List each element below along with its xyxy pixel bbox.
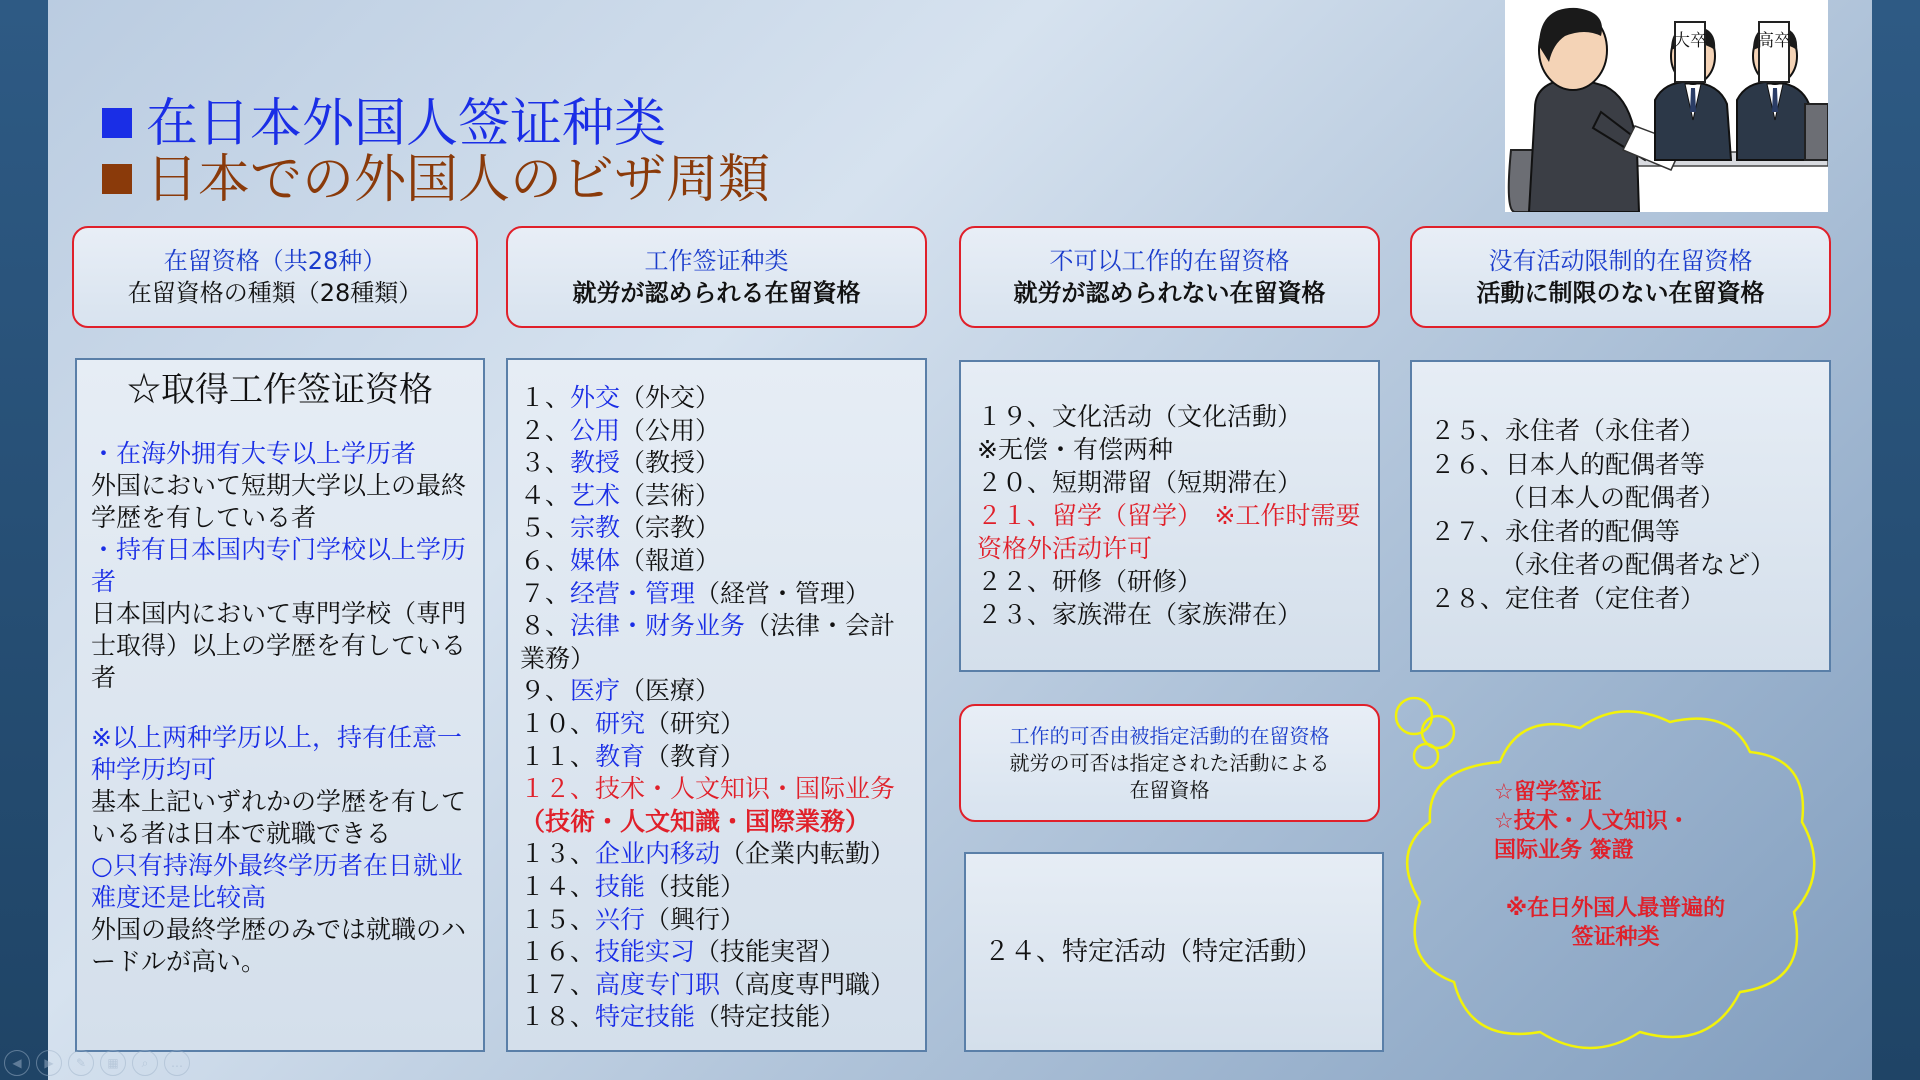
qual-item1-cn: ・在海外拥有大专以上学历者 [91, 439, 417, 468]
list-item: ２６、日本人的配偶者等 [1430, 449, 1706, 479]
list-item: １６、技能实习（技能実習） [520, 937, 846, 967]
header-jp: 在留資格の種類（28種類） [127, 279, 423, 307]
unrestricted-list [1410, 360, 1831, 672]
list-item: ７、经营・管理（経営・管理） [520, 578, 871, 608]
list-item: ２２、研修（研修） [977, 567, 1203, 596]
cloud-line-3: 国际业务 簽證 [1494, 838, 1634, 863]
interview-illustration [1505, 0, 1828, 212]
thought-cloud [1390, 692, 1830, 1072]
list-item: ４、艺术（芸術） [520, 480, 721, 510]
header-jp: 就労が認められる在留資格 [572, 279, 861, 307]
sign-kousotsu: 高卒 [1757, 31, 1791, 51]
qual-item1-jp: 外国において短期大学以上の最終学歴を有している者 [91, 471, 467, 532]
prev-slide-icon[interactable]: ◀ [4, 1050, 30, 1076]
header-jp: 在留資格 [1129, 777, 1210, 802]
slide-edge-left [0, 0, 48, 1080]
qual-note1-cn: ※以上两种学历以上，持有任意一种学历均可 [91, 723, 462, 784]
designated-activities-panel [964, 852, 1384, 1052]
page-title-jp [102, 150, 770, 210]
header-box-non-work [959, 226, 1380, 328]
title-jp-text: 日本での外国人のビザ周類 [146, 150, 771, 210]
qualifications-panel [75, 358, 485, 1052]
pen-icon[interactable]: ✎ [68, 1050, 94, 1076]
cloud-line-1: ☆留学签证 [1494, 780, 1602, 805]
qualifications-heading: ☆取得工作签证资格 [127, 370, 433, 410]
square-bullet-icon [102, 108, 132, 138]
list-item-highlight: ２１、留学（留学） ※工作时需要资格外活动许可 [977, 501, 1361, 563]
list-item-sub: （永住者の配偶者など） [1500, 550, 1776, 579]
list-item: ９、医疗（医療） [520, 676, 721, 706]
list-item: ２、公用（公用） [520, 415, 721, 445]
list-item: ８、法律・财务业务（法律・会計業務） [520, 611, 896, 673]
list-item: ３、教授（教授） [520, 448, 721, 478]
square-bullet-icon [102, 164, 132, 194]
list-item-highlight: １２、技术・人文知识・国际业务（技術・人文知識・国際業務） [520, 774, 896, 836]
list-item: １３、企业内移动（企業内転勤） [520, 839, 896, 869]
list-item-note: ※无偿・有偿两种 [977, 435, 1173, 464]
header-jp: 活動に制限のない在留資格 [1476, 279, 1765, 307]
list-item: １０、研究（研究） [520, 708, 746, 738]
slide-nav-controls [4, 1050, 190, 1076]
header-box-designated [959, 704, 1380, 822]
header-cn: 在留资格（共28种） [163, 247, 387, 275]
list-item: ６、媒体（報道） [520, 545, 721, 575]
header-box-all-statuses [72, 226, 478, 328]
header-box-work-visas [506, 226, 927, 328]
zoom-icon[interactable]: ⌕ [132, 1050, 158, 1076]
header-box-unrestricted [1410, 226, 1831, 328]
work-visa-list [506, 358, 927, 1052]
list-item: １４、技能（技能） [520, 871, 746, 901]
grid-icon[interactable]: ▦ [100, 1050, 126, 1076]
list-item: ２７、永住者的配偶等 [1430, 516, 1681, 546]
header-cn: 不可以工作的在留资格 [1049, 247, 1290, 275]
sign-daisotsu: 大卒 [1673, 31, 1707, 51]
header-jp: 就労の可否は指定された活動による [1009, 750, 1330, 775]
list-item: １１、教育（教育） [520, 741, 746, 771]
list-item: １７、高度专门职（高度専門職） [520, 969, 896, 999]
qual-note1-jp: 基本上記いずれかの学歴を有している者は日本で就職できる [91, 787, 467, 848]
header-cn: 工作的可否由被指定活動的在留资格 [1009, 723, 1330, 748]
qual-item2-jp: 日本国内において専門学校（専門士取得）以上の学歴を有している者 [91, 599, 467, 692]
list-item: ２５、永住者（永住者） [1430, 416, 1706, 445]
list-item: １９、文化活动（文化活動） [977, 402, 1303, 431]
title-cn-text: 在日本外国人签证种类 [146, 94, 667, 154]
list-item: １５、兴行（興行） [520, 904, 746, 934]
list-item: ５、宗教（宗教） [520, 513, 721, 543]
list-item-sub: （日本人の配偶者） [1500, 483, 1726, 512]
list-item: ２０、短期滞留（短期滞在） [977, 468, 1303, 497]
list-item: ２８、定住者（定住者） [1430, 583, 1706, 613]
more-icon[interactable]: … [164, 1050, 190, 1076]
slide-edge-right [1872, 0, 1920, 1080]
header-cn: 工作签证种类 [644, 247, 789, 275]
cloud-line-2: ☆技术・人文知识・ [1494, 809, 1690, 834]
list-item: ２４、特定活动（特定活動） [984, 936, 1323, 967]
qual-item2-cn: ・持有日本国内专门学校以上学历者 [91, 535, 467, 596]
page-title-cn [102, 94, 666, 154]
cloud-note: ※在日外国人最普遍的签证种类 [1505, 896, 1726, 950]
list-item: ２３、家族滞在（家族滞在） [977, 600, 1303, 629]
header-cn: 没有活动限制的在留资格 [1488, 247, 1753, 275]
qual-note2-jp: 外国の最終学歴のみでは就職のハードルが高い。 [91, 915, 467, 976]
next-slide-icon[interactable]: ▶ [36, 1050, 62, 1076]
non-work-list [959, 360, 1380, 672]
list-item: １８、特定技能（特定技能） [520, 1002, 846, 1032]
header-jp: 就労が認められない在留資格 [1013, 279, 1326, 307]
qual-note2-cn: ○只有持海外最终学历者在日就业难度还是比较高 [91, 851, 463, 912]
list-item: １、外交（外交） [520, 383, 721, 412]
